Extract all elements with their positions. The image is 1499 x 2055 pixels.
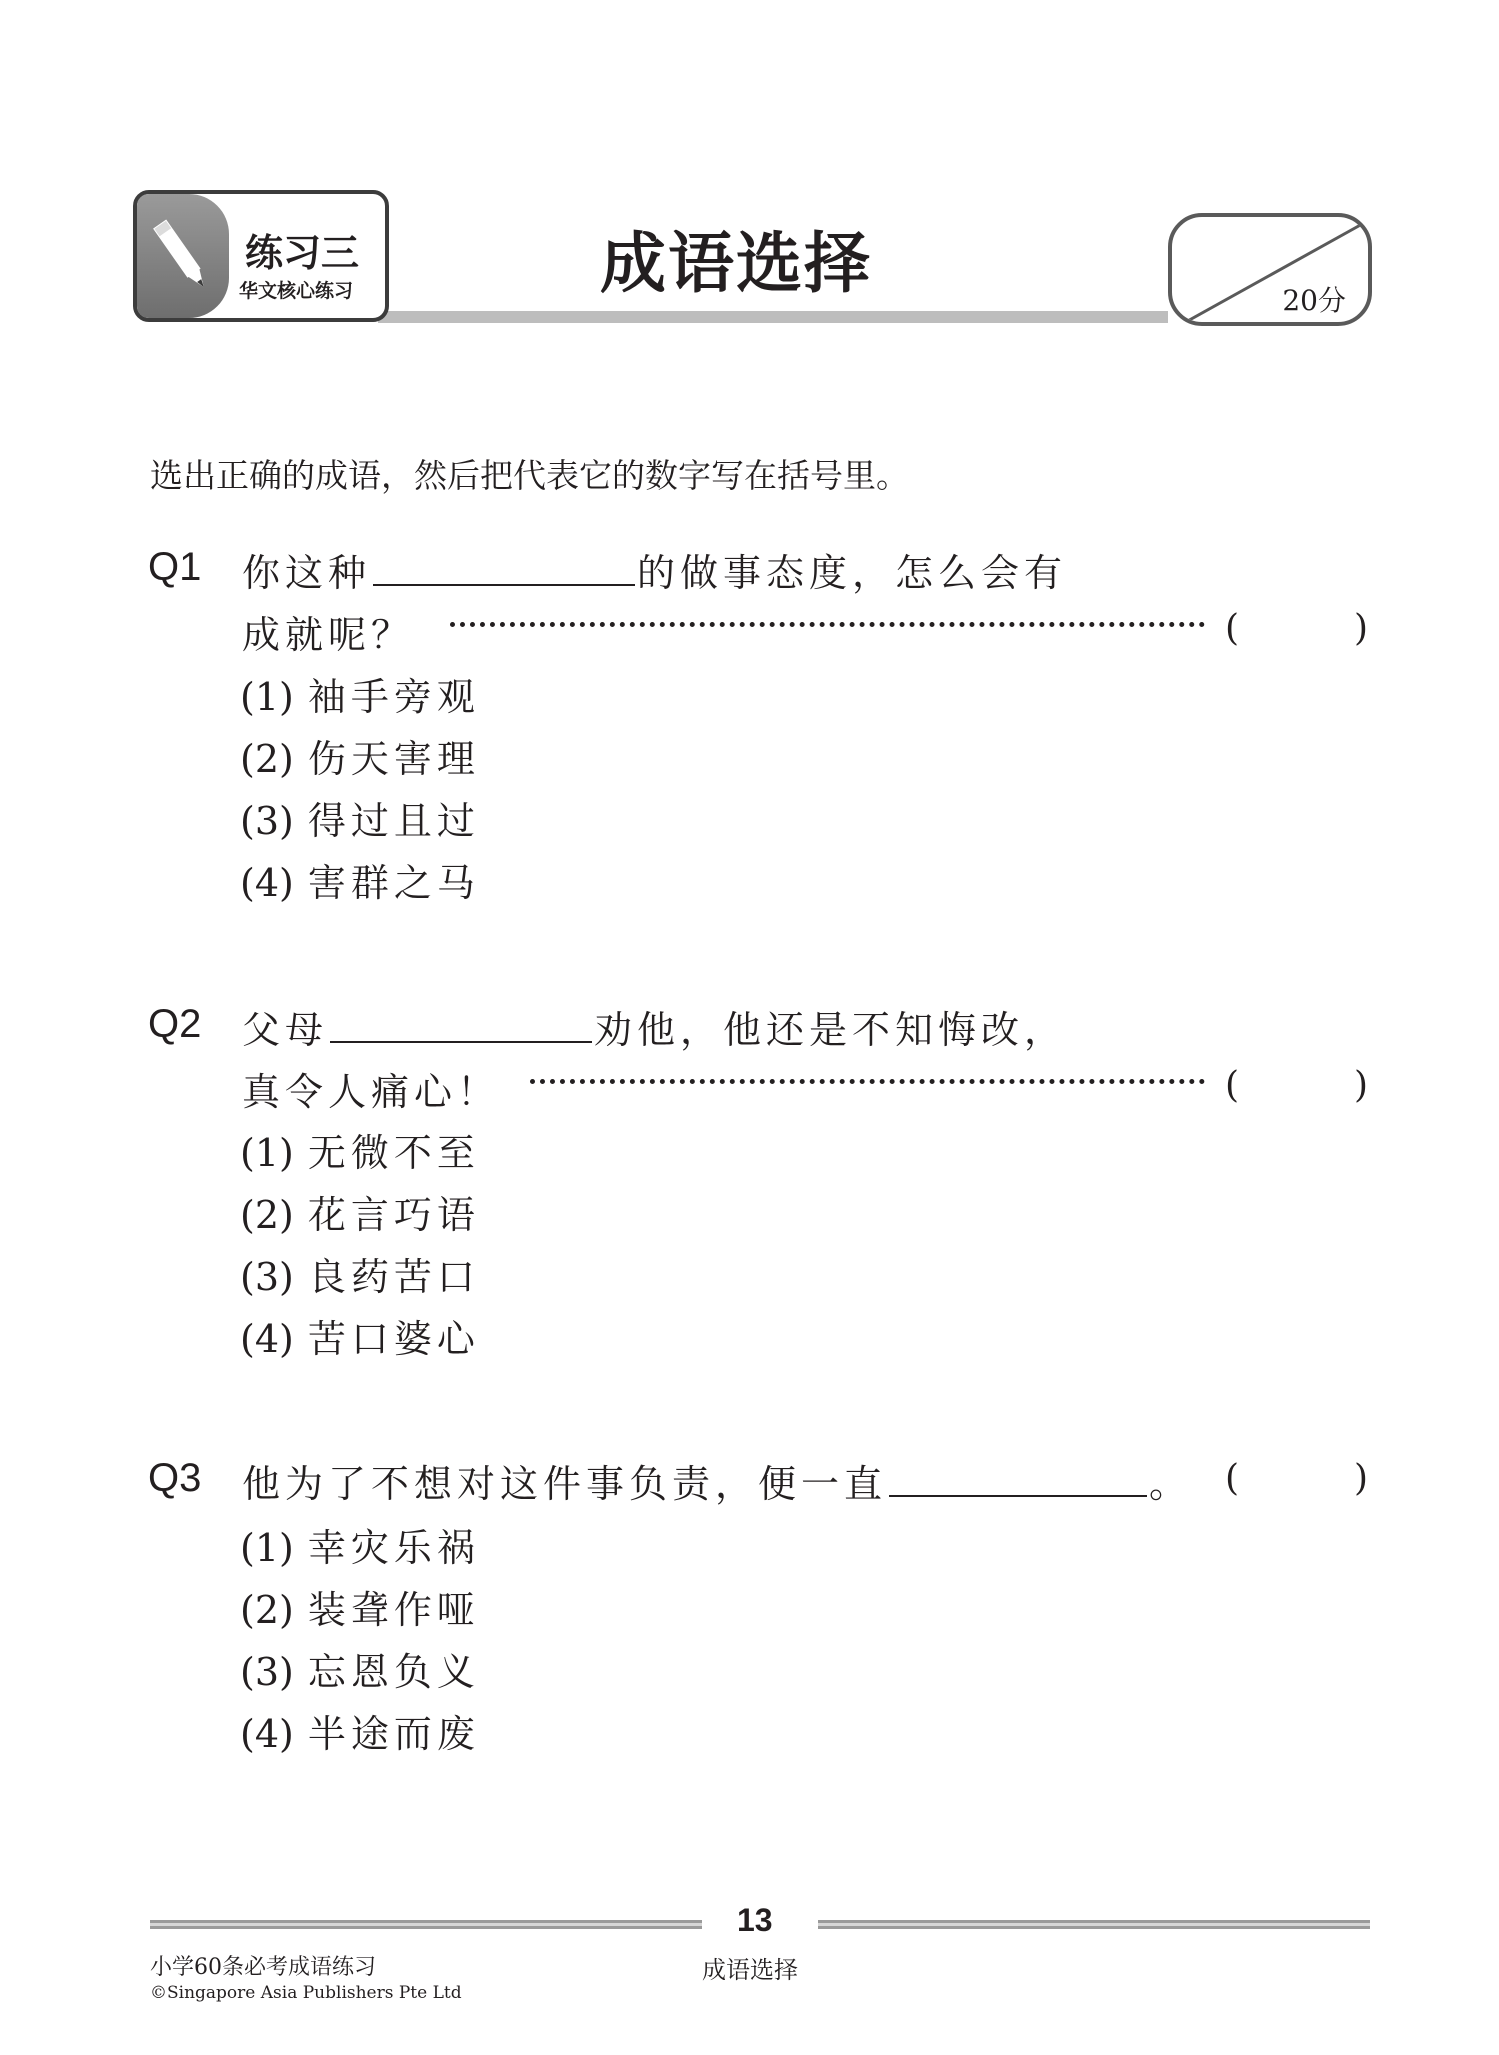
question-text: 的做事态度，怎么会有 — [637, 551, 1068, 595]
section-name: 成语选择 — [702, 1956, 798, 1984]
question-text: 他为了不想对这件事负责，便一直 — [242, 1462, 888, 1506]
header-rule — [378, 311, 1168, 323]
option-number: (2) — [240, 1193, 294, 1237]
option-number: (1) — [240, 675, 294, 719]
question-number: Q3 — [148, 1456, 202, 1500]
option-item — [240, 852, 480, 907]
option-number: (3) — [240, 799, 294, 843]
answer-paren-open: ( — [1225, 608, 1240, 649]
dotted-leader — [450, 622, 1205, 627]
question-line-1 — [242, 542, 1067, 597]
answer-paren-close: ) — [1354, 608, 1369, 649]
option-text: 良药苦口 — [307, 1255, 480, 1299]
option-item — [240, 1308, 480, 1363]
answer-paren-open: ( — [1225, 1065, 1240, 1106]
answer-paren-close: ) — [1354, 1065, 1369, 1106]
question-text: 你这种 — [242, 551, 372, 595]
option-number: (1) — [240, 1131, 294, 1175]
answer-blank — [330, 1005, 592, 1043]
option-number: (2) — [240, 737, 294, 781]
option-item — [240, 1579, 480, 1634]
question-line-1 — [242, 999, 1067, 1054]
question-text: 。 — [1149, 1462, 1193, 1506]
option-item — [240, 1703, 480, 1758]
footer-rule-left — [150, 1920, 702, 1929]
option-text: 忘恩负义 — [307, 1650, 480, 1694]
footer-rule-right — [818, 1920, 1370, 1929]
option-text: 苦口婆心 — [307, 1317, 480, 1361]
option-item — [240, 728, 480, 783]
option-text: 袖手旁观 — [307, 675, 480, 719]
pencil-icon — [147, 208, 217, 304]
option-number: (2) — [240, 1588, 294, 1632]
option-text: 花言巧语 — [307, 1193, 480, 1237]
option-text: 伤天害理 — [307, 737, 480, 781]
option-number: (1) — [240, 1526, 294, 1570]
question-line-2: 成就呢？ — [242, 613, 415, 657]
badge-title: 练习三 — [245, 231, 360, 275]
score-box — [1168, 213, 1372, 326]
answer-paren-close: ) — [1354, 1458, 1369, 1499]
question-number: Q1 — [148, 545, 202, 589]
option-text: 害群之马 — [307, 861, 480, 905]
exercise-badge — [133, 190, 389, 322]
question-text: 劝他，他还是不知悔改， — [594, 1008, 1068, 1052]
page-number: 13 — [737, 1902, 773, 1938]
option-item — [240, 1184, 480, 1239]
page-title: 成语选择 — [600, 225, 872, 302]
total-score: 20分 — [1282, 284, 1346, 317]
answer-paren-open: ( — [1225, 1458, 1240, 1499]
option-text: 得过且过 — [307, 799, 480, 843]
dotted-leader — [530, 1079, 1205, 1084]
answer-blank — [889, 1459, 1147, 1497]
question-line-2: 真令人痛心！ — [242, 1070, 501, 1114]
question-number: Q2 — [148, 1002, 202, 1046]
option-item — [240, 790, 480, 845]
option-text: 无微不至 — [307, 1131, 480, 1175]
option-text: 幸灾乐祸 — [307, 1526, 480, 1570]
option-number: (4) — [240, 1712, 294, 1756]
option-item — [240, 666, 480, 721]
option-text: 装聋作哑 — [307, 1588, 480, 1632]
option-item — [240, 1122, 480, 1177]
book-title: 小学60条必考成语练习 — [150, 1955, 376, 1980]
option-number: (4) — [240, 861, 294, 905]
instruction-text: 选出正确的成语，然后把代表它的数字写在括号里。 — [150, 456, 909, 495]
option-number: (3) — [240, 1650, 294, 1694]
option-number: (4) — [240, 1317, 294, 1361]
question-line-1 — [242, 1453, 1192, 1508]
copyright-text: ©Singapore Asia Publishers Pte Ltd — [150, 1983, 462, 2003]
answer-blank — [373, 548, 635, 586]
option-item — [240, 1517, 480, 1572]
option-number: (3) — [240, 1255, 294, 1299]
option-text: 半途而废 — [307, 1712, 480, 1756]
option-item — [240, 1641, 480, 1696]
question-text: 父母 — [242, 1008, 329, 1052]
option-item — [240, 1246, 480, 1301]
badge-subtitle: 华文核心练习 — [239, 280, 354, 302]
